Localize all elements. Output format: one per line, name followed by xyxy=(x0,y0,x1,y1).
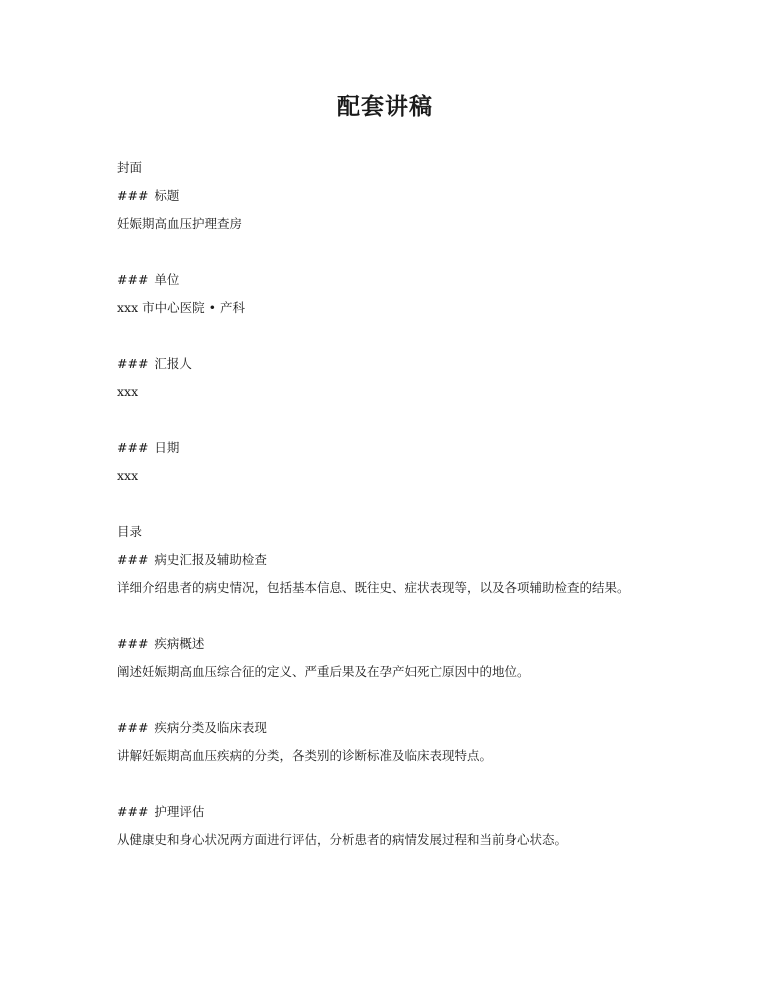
spacer xyxy=(117,602,657,630)
section-heading xyxy=(117,266,657,294)
heading-label: 汇报人 xyxy=(154,356,192,371)
section-heading xyxy=(117,182,657,210)
heading-label: 疾病分类及临床表现 xyxy=(154,720,267,735)
heading-marker: ### xyxy=(117,440,149,455)
spacer xyxy=(117,322,657,350)
section-heading xyxy=(117,350,657,378)
spacer xyxy=(117,406,657,434)
section-text: xxx xyxy=(117,384,139,399)
heading-label: 护理评估 xyxy=(154,804,205,819)
cover-heading: 封面 xyxy=(117,160,143,175)
section-text: 妊娠期高血压护理查房 xyxy=(117,216,243,231)
heading-label: 标题 xyxy=(154,188,180,203)
heading-marker: ### xyxy=(117,188,149,203)
section-text: 详细介绍患者的病史情况，包括基本信息、既往史、症状表现等，以及各项辅助检查的结果。 xyxy=(117,580,630,595)
document-body xyxy=(117,154,657,854)
section-text: 阐述妊娠期高血压综合征的定义、严重后果及在孕产妇死亡原因中的地位。 xyxy=(117,664,530,679)
section-text: xxx 市中心医院 • 产科 xyxy=(117,300,245,315)
section-heading xyxy=(117,546,657,574)
section-text: xxx xyxy=(117,468,139,483)
heading-label: 病史汇报及辅助检查 xyxy=(154,552,267,567)
section-heading xyxy=(117,714,657,742)
page-title: 配套讲稿 xyxy=(337,94,433,120)
heading-marker: ### xyxy=(117,552,149,567)
spacer xyxy=(117,686,657,714)
heading-marker: ### xyxy=(117,720,149,735)
section-heading xyxy=(117,798,657,826)
heading-label: 单位 xyxy=(154,272,180,287)
heading-marker: ### xyxy=(117,272,149,287)
section-heading xyxy=(117,434,657,462)
spacer xyxy=(117,770,657,798)
toc-heading: 目录 xyxy=(117,524,143,539)
spacer xyxy=(117,490,657,518)
section-text: 讲解妊娠期高血压疾病的分类，各类别的诊断标准及临床表现特点。 xyxy=(117,748,493,763)
heading-label: 疾病概述 xyxy=(154,636,205,651)
section-heading xyxy=(117,630,657,658)
section-text: 从健康史和身心状况两方面进行评估，分析患者的病情发展过程和当前身心状态。 xyxy=(117,832,568,847)
heading-marker: ### xyxy=(117,636,149,651)
spacer xyxy=(117,238,657,266)
heading-label: 日期 xyxy=(154,440,180,455)
heading-marker: ### xyxy=(117,804,149,819)
heading-marker: ### xyxy=(117,356,149,371)
